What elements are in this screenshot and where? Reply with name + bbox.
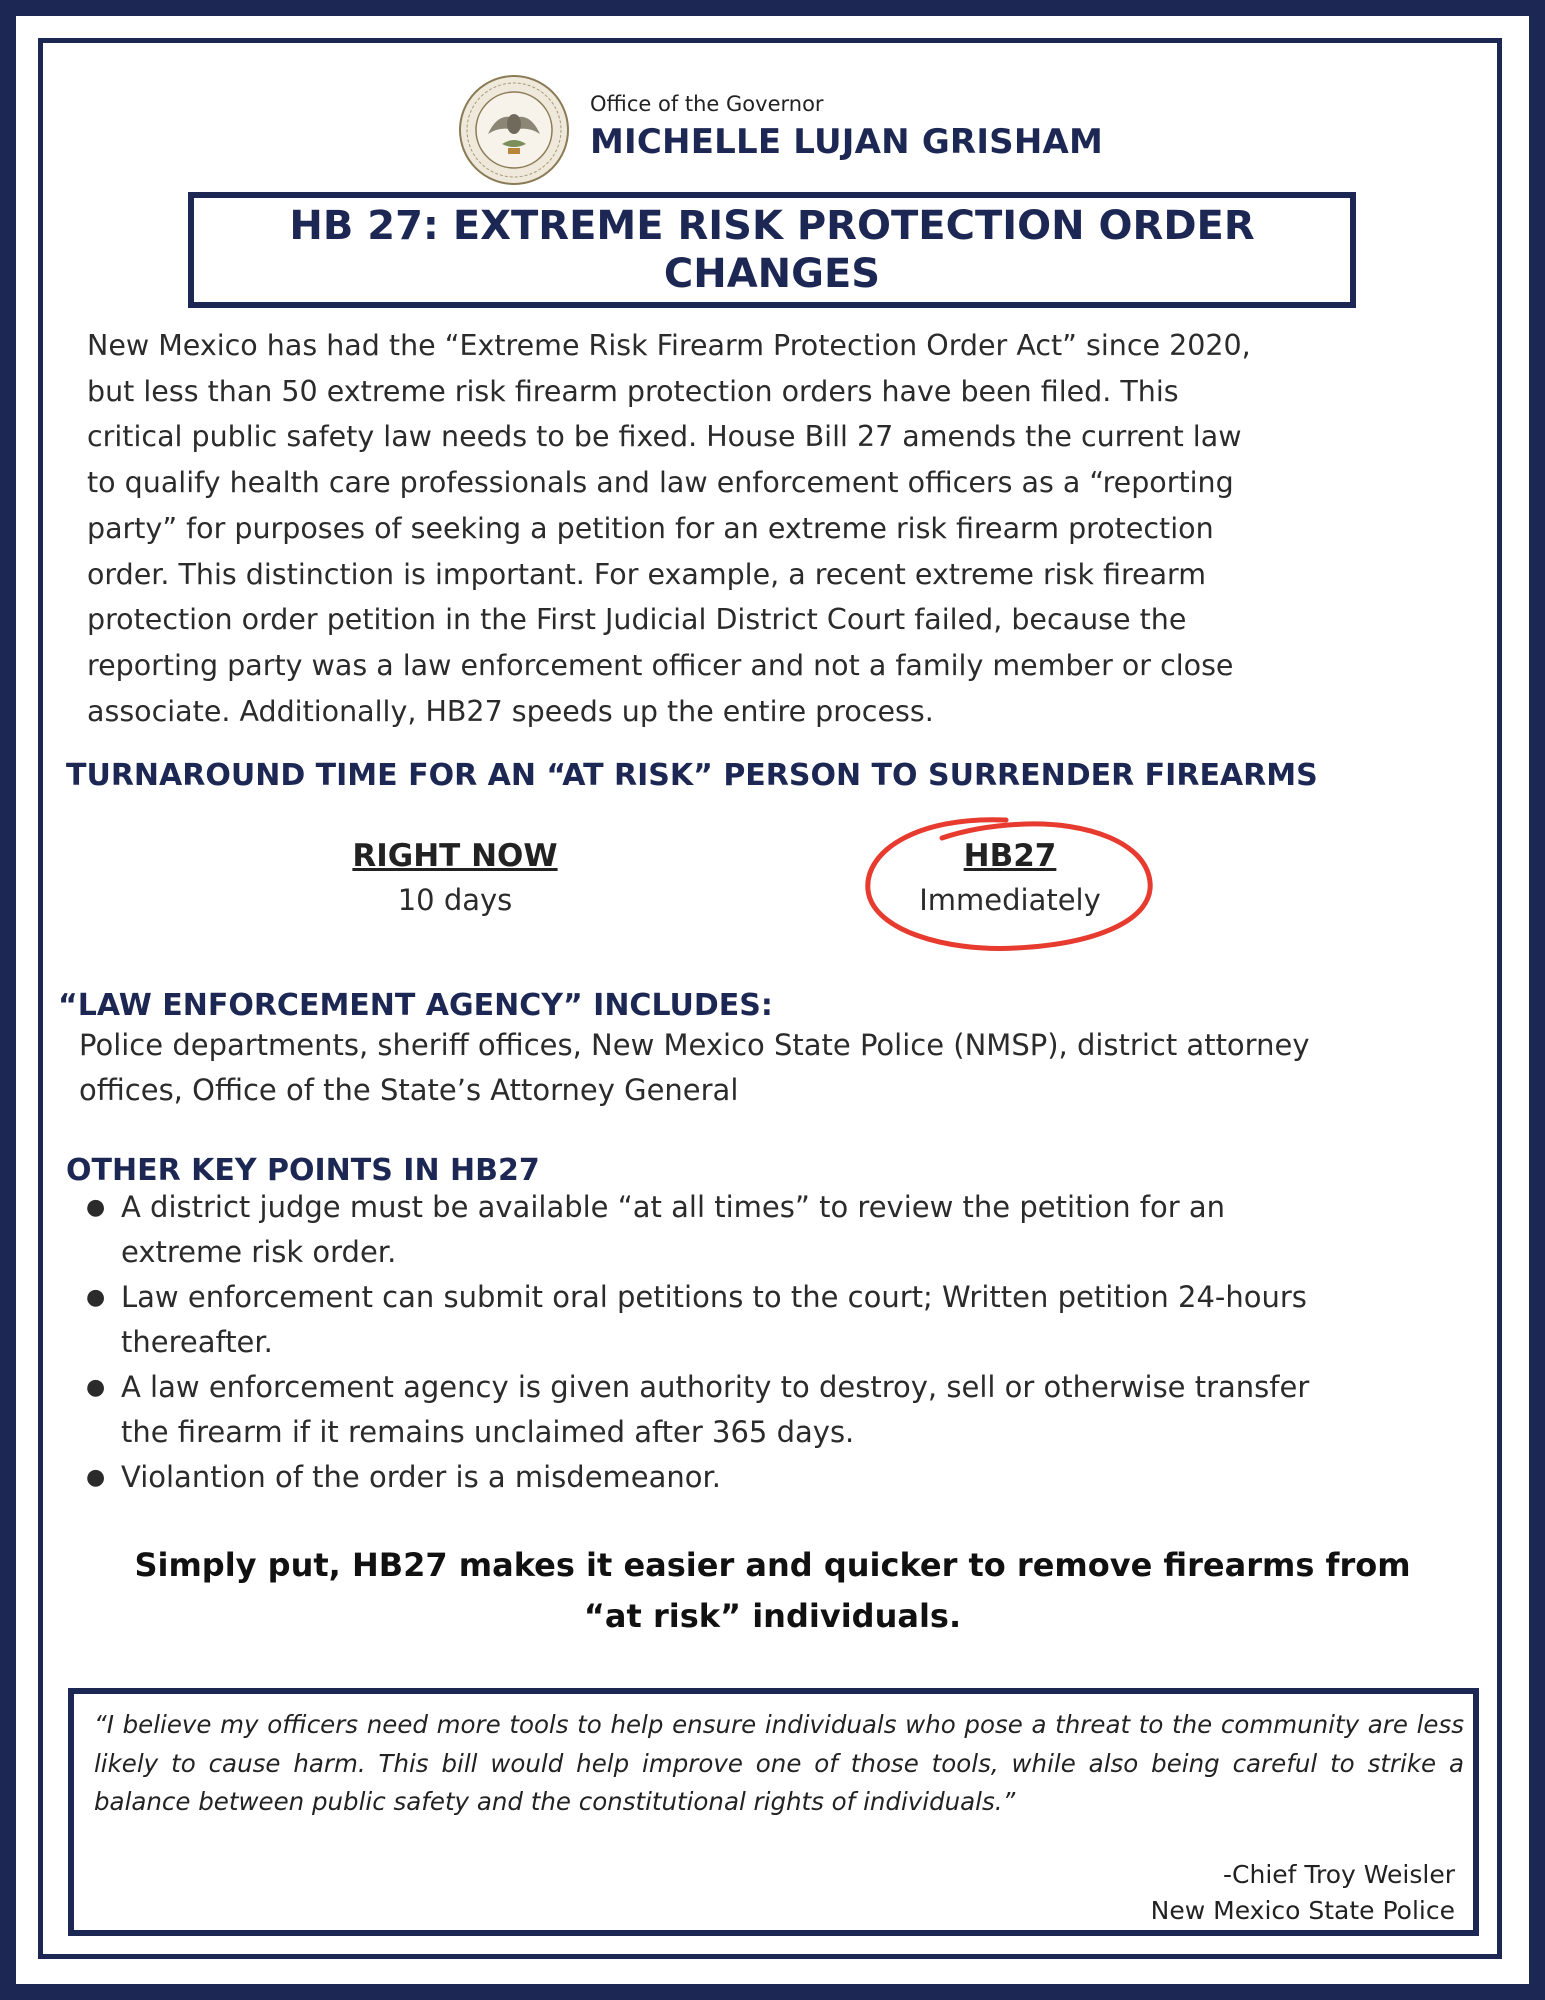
intro-line: to qualify health care professionals and law enforcement officers as a “reporting [87, 466, 1234, 500]
intro-line: but less than 50 extreme risk firearm protection orders have been filed. This [87, 374, 1179, 408]
right-now-value: 10 days [397, 883, 513, 917]
key-points-heading: OTHER KEY POINTS IN HB27 [66, 1153, 540, 1188]
intro-line: protection order petition in the First Judicial District Court failed, because the [87, 603, 1187, 637]
intro-line: critical public safety law needs to be fixed. House Bill 27 amends the current law [87, 420, 1242, 454]
hb27-label: HB27 [963, 838, 1057, 874]
governor-name: MICHELLE LUJAN GRISHAM [590, 122, 1104, 162]
closing-statement [110, 1540, 1435, 1642]
list-item: ● Violantion of the order is a misdemeanor. [86, 1455, 1486, 1500]
intro-line: order. This distinction is important. For example, a recent extreme risk firearm [87, 557, 1207, 591]
quote-text: “I believe my officers need more tools to help ensure individuals who pose a threat to the community are less likely to cause harm. This bill would help improve one of those tools, while also being careful to strike a balance between public safety and the constitutional rights of individuals.” [94, 1710, 1464, 1816]
hb27-value: Immediately [919, 883, 1101, 917]
closing-line: Simply put, HB27 makes it easier and quicker to remove firearms from [134, 1546, 1411, 1584]
quote-box [68, 1688, 1479, 1936]
bullet-icon: ● [86, 1465, 106, 1490]
agency-line: Police departments, sheriff offices, New Mexico State Police (NMSP), district attorney [79, 1028, 1310, 1062]
intro-line: reporting party was a law enforcement officer and not a family member or close [87, 648, 1234, 682]
bullet-icon: ● [86, 1285, 106, 1310]
office-line: Office of the Governor [590, 92, 824, 116]
agency-list [79, 1023, 1499, 1113]
title-box [188, 192, 1356, 308]
agency-line: offices, Office of the State’s Attorney General [79, 1073, 739, 1107]
bullet-icon: ● [86, 1375, 106, 1400]
intro-line: New Mexico has had the “Extreme Risk Firearm Protection Order Act” since 2020, [87, 329, 1251, 362]
list-item: ● A district judge must be available “at all times” to review the petition for an extreme risk order. [86, 1185, 1486, 1275]
turnaround-heading: TURNAROUND TIME FOR AN “AT RISK” PERSON TO SURRENDER FIREARMS [66, 758, 1318, 793]
intro-paragraph [87, 323, 1487, 734]
bullet-icon: ● [86, 1195, 106, 1220]
state-seal-icon [458, 74, 570, 186]
quote-attribution-name: -Chief Troy Weisler [1223, 1860, 1455, 1889]
page-title: HB 27: EXTREME RISK PROTECTION ORDER CHANGES [289, 203, 1255, 297]
list-item: ● Law enforcement can submit oral petitions to the court; Written petition 24-hours thereafter. [86, 1275, 1486, 1365]
intro-line: associate. Additionally, HB27 speeds up the entire process. [87, 694, 934, 728]
key-points-list [86, 1185, 1486, 1500]
quote-attribution-org: New Mexico State Police [1150, 1896, 1455, 1925]
right-now-label: RIGHT NOW [352, 838, 558, 874]
intro-line: party” for purposes of seeking a petition for an extreme risk firearm protection [87, 511, 1214, 545]
list-item: ● A law enforcement agency is given authority to destroy, sell or otherwise transfer the firearm if it remains unclaimed after 365 days. [86, 1365, 1486, 1455]
closing-line: “at risk” individuals. [583, 1597, 962, 1635]
agency-heading: “LAW ENFORCEMENT AGENCY” INCLUDES: [58, 988, 773, 1023]
